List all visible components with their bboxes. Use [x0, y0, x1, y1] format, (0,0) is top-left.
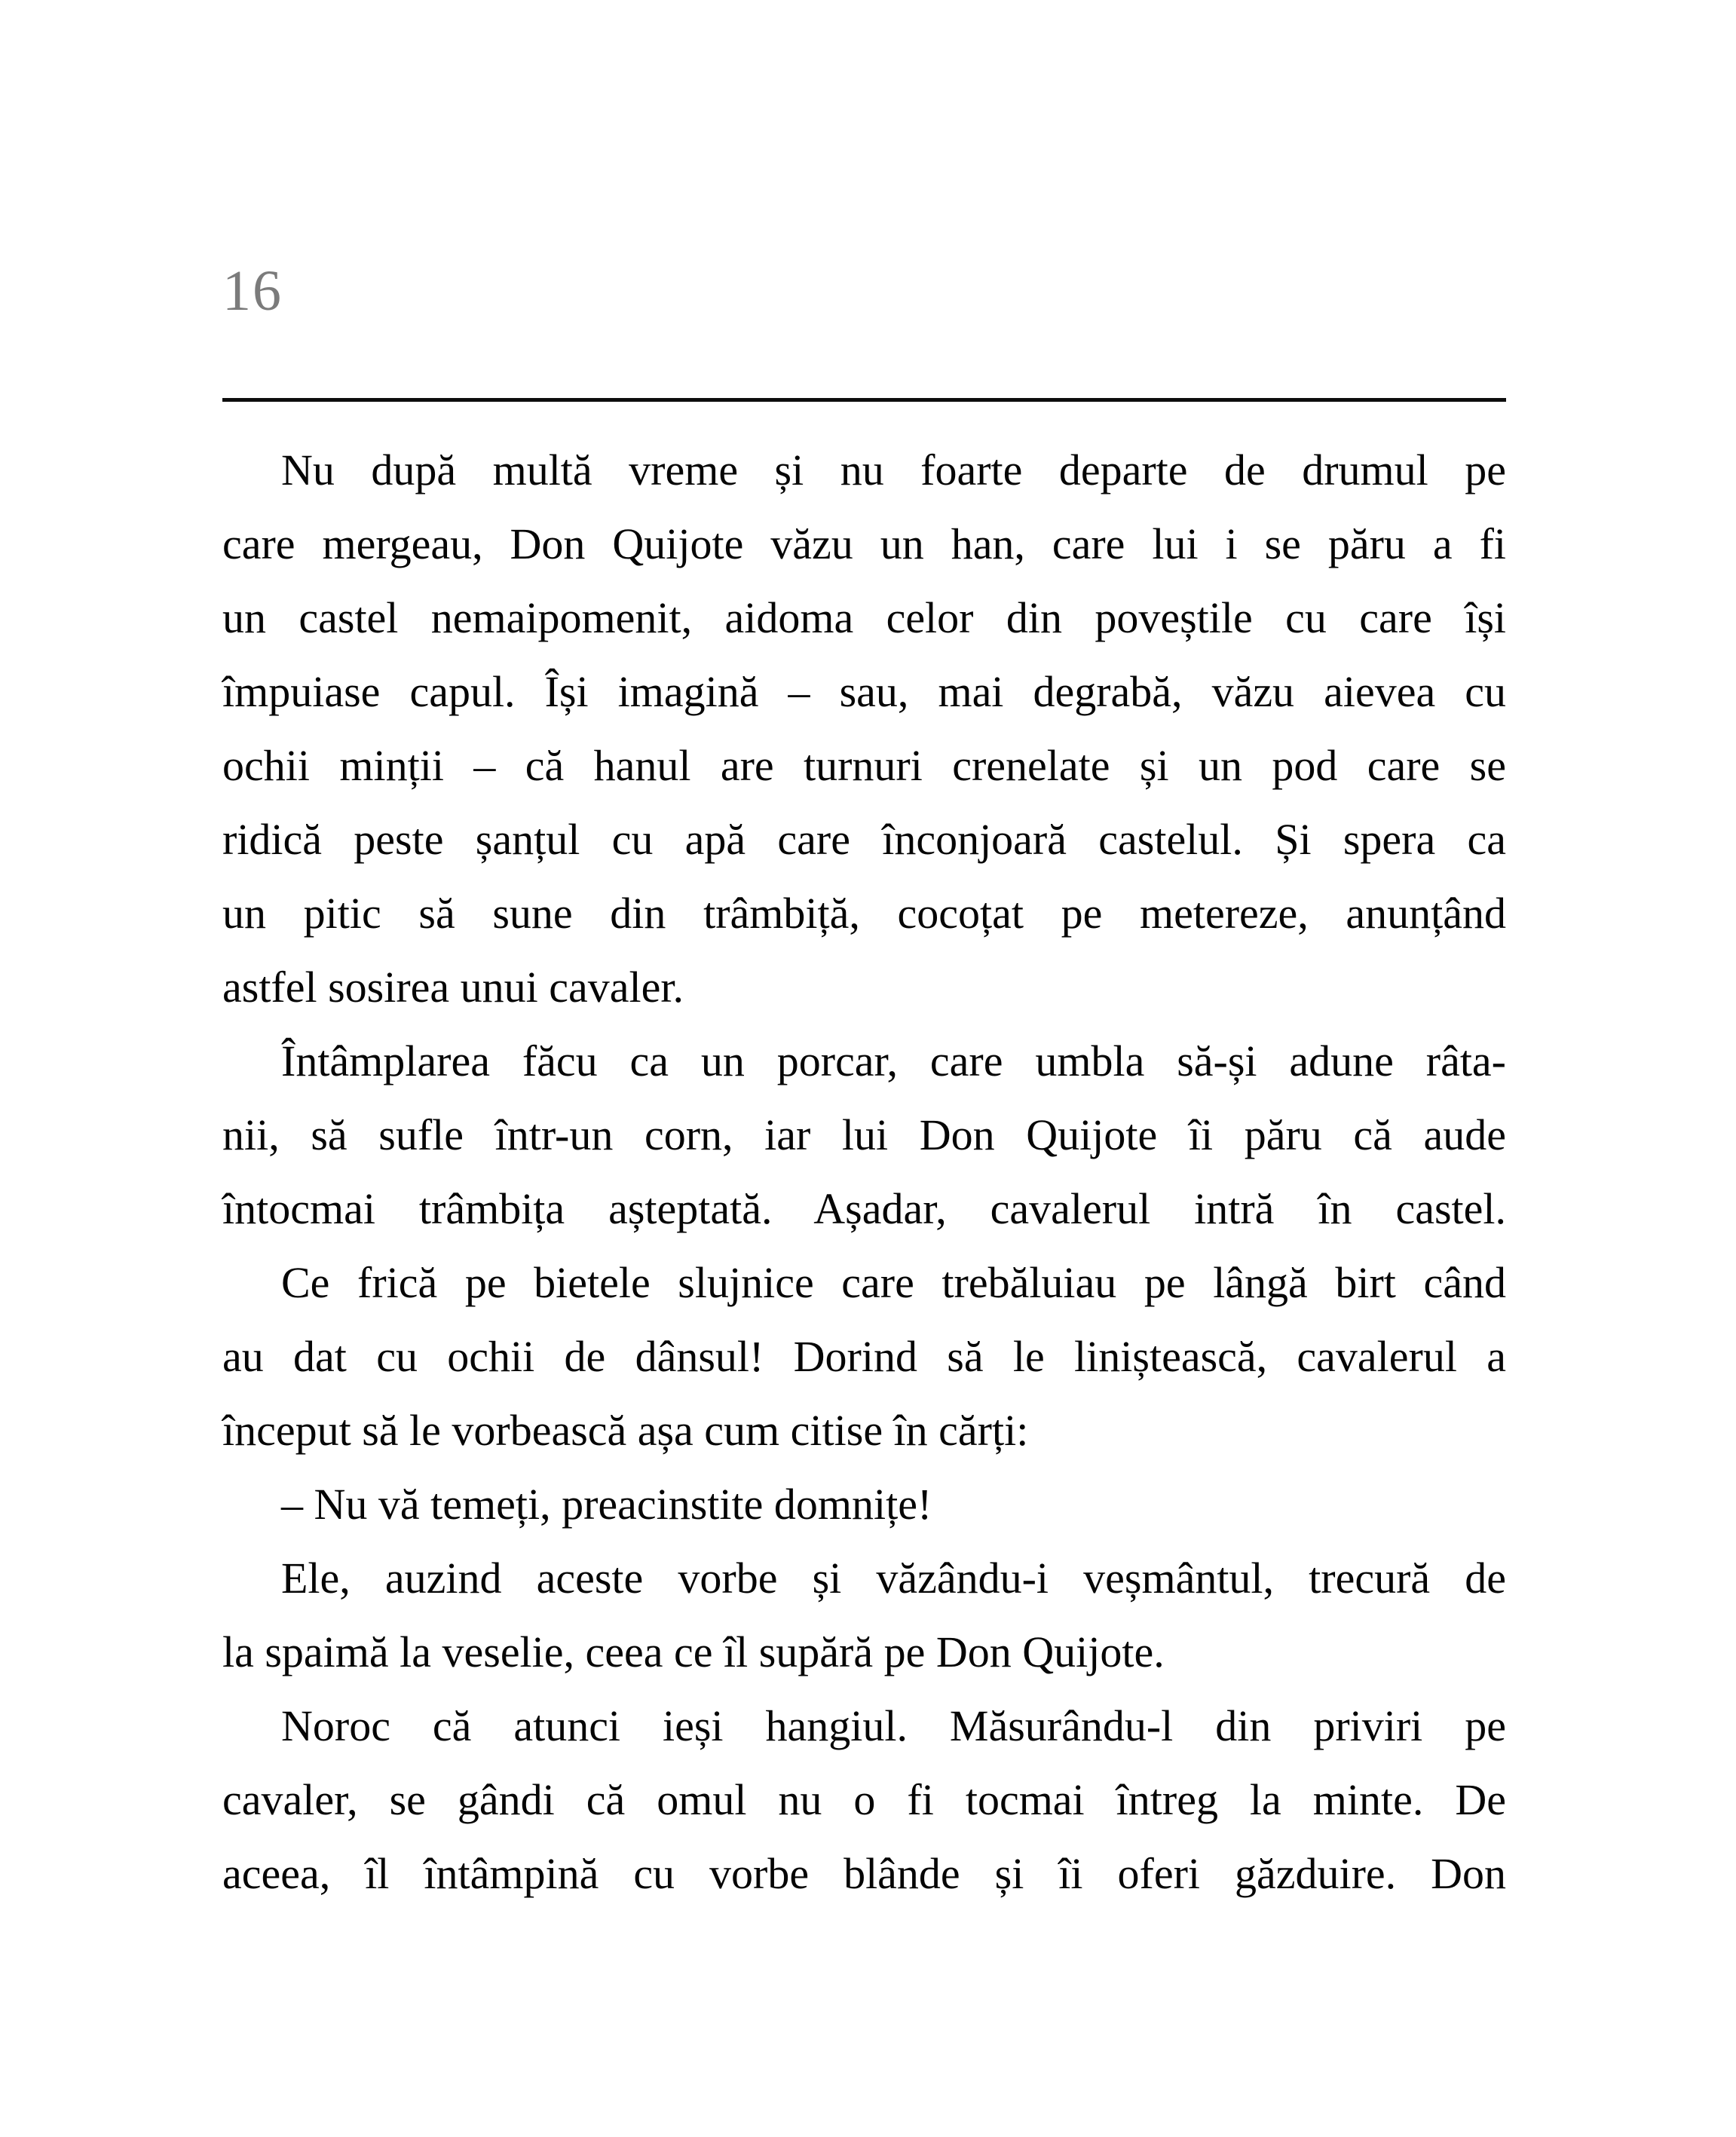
text-line: întocmai trâmbița așteptată. Așadar, cavalerul intră în castel.	[222, 1184, 1506, 1233]
text-line: un castel nemaipomenit, aidoma celor din poveștile cu care își	[222, 593, 1506, 642]
text-line: un pitic să sune din trâmbiță, cocoțat pe metereze, anunțând	[222, 889, 1506, 938]
text-line: Întâmplarea făcu ca un porcar, care umbla să-și adune râta-	[281, 1036, 1506, 1085]
text-line: Ce frică pe bietele slujnice care trebăluiau pe lângă birt când	[281, 1258, 1506, 1307]
text-line: Nu după multă vreme și nu foarte departe de drumul pe	[281, 445, 1506, 494]
text-line: Ele, auzind aceste vorbe și văzându-i veșmântul, trecură de	[281, 1554, 1506, 1603]
text-line: astfel sosirea unui cavaler.	[222, 963, 684, 1012]
page-number: 16	[222, 259, 283, 323]
text-line: aceea, îl întâmpină cu vorbe blânde și îi oferi găzduire. Don	[222, 1849, 1506, 1898]
text-line: ochii minții – că hanul are turnuri crenelate și un pod care se	[222, 741, 1506, 790]
text-line: care mergeau, Don Quijote văzu un han, care lui i se păru a fi	[222, 519, 1506, 568]
header-rule	[222, 398, 1506, 402]
text-line: ridică peste șanțul cu apă care înconjoară castelul. Și spera ca	[222, 815, 1506, 864]
text-line: la spaimă la veselie, ceea ce îl supără pe Don Quijote.	[222, 1627, 1165, 1676]
text-line: cavaler, se gândi că omul nu o fi tocmai întreg la minte. De	[222, 1775, 1506, 1824]
text-line: – Nu vă temeți, preacinstite domnițe!	[281, 1480, 932, 1529]
text-line: Noroc că atunci ieși hangiul. Măsurându-l din priviri pe	[281, 1701, 1506, 1750]
text-line: au dat cu ochii de dânsul! Dorind să le liniștească, cavalerul a	[222, 1332, 1506, 1381]
body-text	[222, 433, 1506, 1911]
text-line: împuiase capul. Își imagină – sau, mai degrabă, văzu aievea cu	[222, 667, 1506, 716]
text-line: nii, să sufle într-un corn, iar lui Don Quijote îi păru că aude	[222, 1110, 1506, 1159]
text-line: început să le vorbească așa cum citise în cărți:	[222, 1406, 1029, 1455]
